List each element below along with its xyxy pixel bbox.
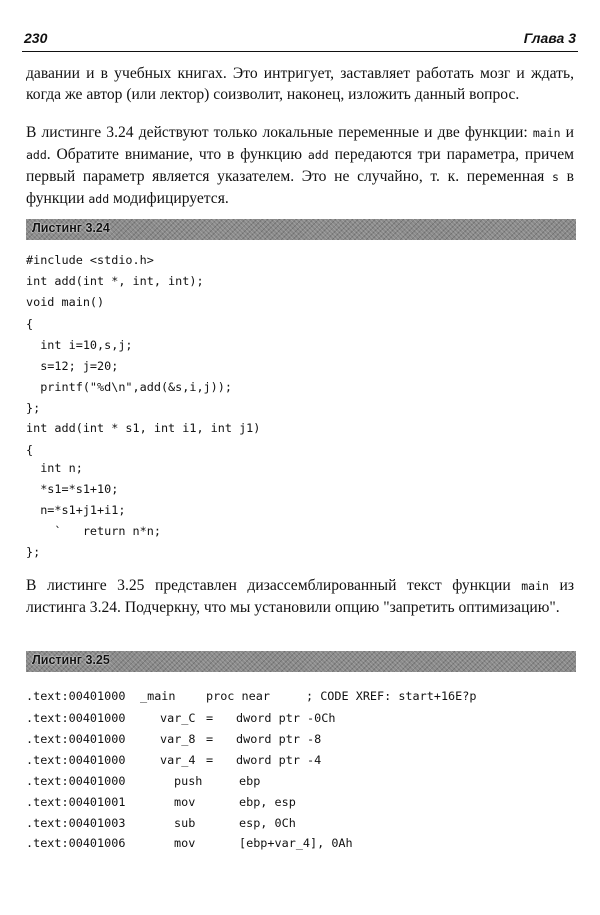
asm-line bbox=[26, 688, 477, 704]
asm-address: .text:00401000 bbox=[26, 753, 126, 767]
running-header bbox=[22, 30, 578, 52]
text-run: и bbox=[560, 124, 574, 141]
code-line: { bbox=[26, 317, 34, 331]
paragraph-listing-325-description bbox=[26, 575, 574, 618]
asm-operator: = bbox=[206, 753, 214, 767]
paragraph-intro: давании и в учебных книгах. Это интригует, заставляет работать мозг и ждать, когда же автор (или лектор) соизволит, наконец, изложить данный вопрос. bbox=[26, 65, 574, 103]
asm-address: .text:00401003 bbox=[26, 816, 126, 830]
asm-address: .text:00401000 bbox=[26, 732, 126, 746]
header-rule bbox=[22, 51, 578, 52]
asm-comment: ; CODE XREF: start+16E?p bbox=[306, 689, 477, 703]
asm-address: .text:00401000 bbox=[26, 774, 126, 788]
code-line: *s1=*s1+10; bbox=[26, 482, 119, 496]
inline-code-main: main bbox=[521, 579, 549, 593]
listing-title-bar bbox=[26, 219, 576, 240]
text-run: В листинге 3.25 представлен дизассемблированный текст функции bbox=[26, 577, 522, 594]
asm-line bbox=[26, 752, 322, 768]
page-number: 230 bbox=[24, 30, 48, 46]
asm-line bbox=[26, 710, 336, 726]
inline-code-add: add bbox=[88, 192, 110, 206]
code-line: int n; bbox=[26, 461, 83, 475]
asm-address: .text:00401000 bbox=[26, 711, 126, 725]
asm-operands: ebp bbox=[239, 774, 261, 788]
asm-value: dword ptr -4 bbox=[236, 753, 322, 767]
code-line: void main() bbox=[26, 295, 105, 309]
asm-line bbox=[26, 815, 296, 831]
asm-address: .text:00401001 bbox=[26, 795, 126, 809]
asm-address: .text:00401000 bbox=[26, 689, 126, 703]
code-line: }; bbox=[26, 545, 41, 559]
text-run: передаются три параметра, причем первый параметр является указателем. Это не случайно, т. к. переменная bbox=[26, 146, 575, 185]
asm-mnemonic: sub bbox=[174, 816, 196, 830]
asm-directive: proc near bbox=[206, 689, 270, 703]
code-line: int add(int * s1, int i1, int j1) bbox=[26, 421, 261, 435]
asm-mnemonic: mov bbox=[174, 795, 196, 809]
asm-address: .text:00401006 bbox=[26, 836, 126, 850]
text-run: . Обратите внимание, что в функцию bbox=[46, 146, 308, 163]
asm-mnemonic: push bbox=[174, 774, 203, 788]
inline-code-add: add bbox=[307, 148, 329, 162]
code-line: n=*s1+j1+i1; bbox=[26, 503, 126, 517]
inline-code-s: s bbox=[552, 170, 559, 184]
asm-value: dword ptr -8 bbox=[236, 732, 322, 746]
listing-title: Листинг 3.25 bbox=[32, 653, 110, 667]
code-line: { bbox=[26, 443, 34, 457]
asm-symbol: var_8 bbox=[160, 732, 196, 746]
asm-line bbox=[26, 731, 322, 747]
asm-value: dword ptr -0Ch bbox=[236, 711, 336, 725]
asm-line bbox=[26, 835, 353, 851]
inline-code-main: main bbox=[532, 126, 561, 140]
asm-symbol: var_C bbox=[160, 711, 196, 725]
asm-symbol: var_4 bbox=[160, 753, 196, 767]
asm-symbol: _main bbox=[140, 689, 176, 703]
asm-operands: ebp, esp bbox=[239, 795, 296, 809]
listing-title: Листинг 3.24 bbox=[32, 221, 110, 235]
asm-line bbox=[26, 773, 261, 789]
asm-line bbox=[26, 794, 296, 810]
asm-operator: = bbox=[206, 732, 214, 746]
code-line: int i=10,s,j; bbox=[26, 338, 133, 352]
asm-operands: esp, 0Ch bbox=[239, 816, 296, 830]
asm-operands: [ebp+var_4], 0Ah bbox=[239, 836, 353, 850]
asm-operator: = bbox=[206, 711, 214, 725]
code-line: s=12; j=20; bbox=[26, 359, 119, 373]
text-run: в функции bbox=[26, 168, 574, 207]
listing-title-bar bbox=[26, 651, 576, 672]
inline-code-add: add bbox=[26, 148, 47, 162]
text-run: модифицируется. bbox=[109, 190, 229, 207]
code-line: #include <stdio.h> bbox=[26, 253, 154, 267]
asm-mnemonic: mov bbox=[174, 836, 196, 850]
code-line: printf("%d\n",add(&s,i,j)); bbox=[26, 380, 232, 394]
code-line: }; bbox=[26, 401, 41, 415]
text-run: из листинга 3.24. Подчеркну, что мы установили опцию "запретить оптимизацию". bbox=[26, 577, 575, 616]
chapter-title: Глава 3 bbox=[523, 30, 576, 46]
text-run: В листинге 3.24 действуют только локальные переменные и две функции: bbox=[26, 124, 533, 141]
code-line: int add(int *, int, int); bbox=[26, 274, 204, 288]
paragraph-listing-324-description bbox=[26, 122, 574, 210]
code-line: ` return n*n; bbox=[26, 524, 161, 538]
